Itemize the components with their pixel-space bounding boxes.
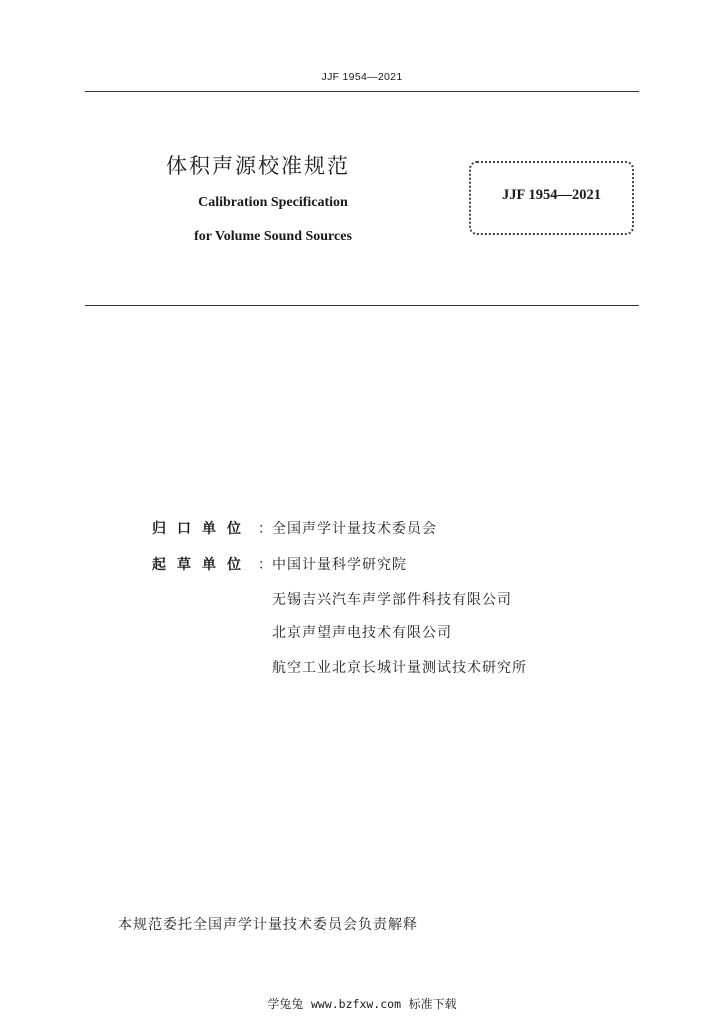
document-title-english-line1: Calibration Specification: [198, 195, 348, 210]
drafting-unit-value-1: 中国计量科学研究院: [272, 557, 407, 573]
drafting-unit-value-2: 无锡吉兴汽车声学部件科技有限公司: [272, 592, 512, 608]
drafting-unit-label: 起草单位: [152, 557, 252, 573]
watermark: [0, 995, 724, 1012]
responsible-unit-value: 全国声学计量技术委员会: [272, 521, 437, 537]
header-standard-code: JJF 1954—2021: [321, 71, 403, 83]
watermark-url[interactable]: www.bzfxw.com: [310, 997, 401, 1011]
responsible-unit-label: 归口单位: [152, 521, 252, 537]
top-divider: [85, 91, 639, 92]
standard-code-box-text: JJF 1954—2021: [502, 186, 601, 203]
drafting-unit-value-4: 航空工业北京长城计量测试技术研究所: [272, 660, 527, 676]
title-divider: [85, 305, 639, 306]
document-title-english-line2: for Volume Sound Sources: [194, 229, 352, 244]
standard-code-box: [469, 161, 634, 235]
watermark-site-name: 学兔兔: [267, 997, 304, 1011]
drafting-unit-colon: ：: [258, 557, 272, 573]
responsible-unit-colon: ：: [258, 521, 272, 537]
interpretation-note: 本规范委托全国声学计量技术委员会负责解释: [118, 917, 418, 933]
document-title-chinese: 体积声源校准规范: [166, 154, 350, 178]
watermark-tagline: 标准下载: [408, 997, 457, 1011]
drafting-unit-value-3: 北京声望声电技术有限公司: [272, 625, 452, 641]
